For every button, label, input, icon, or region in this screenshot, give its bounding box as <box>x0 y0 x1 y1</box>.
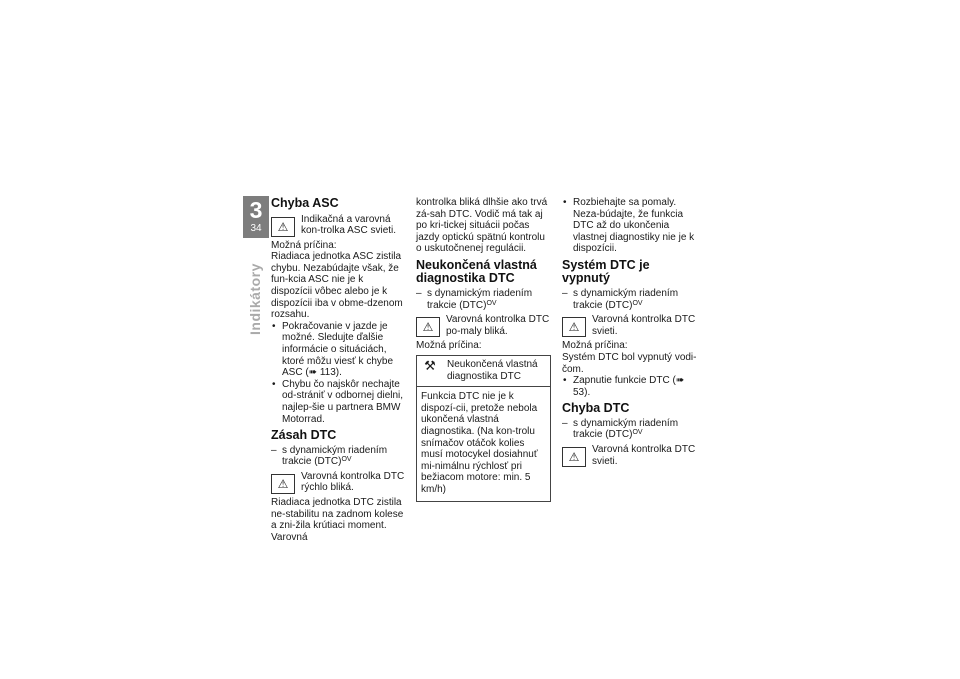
paragraph: Riadiaca jednotka ASC zistila chybu. Nezabúdajte však, že fun-kcia ASC nie je k dispozícii vôbec alebo je k dispozícii iba v obme-dzenom rozsahu. <box>271 251 403 321</box>
dash-text: s dynamickým riadením trakcie (DTC) <box>427 287 533 311</box>
bullet-item: • Chybu čo najskôr nechajte od-strániť v odbornej dielni, najlep-šie u partnera BMW Motorrad. <box>271 379 406 425</box>
chapter-number: 3 <box>249 197 263 223</box>
column-3 <box>562 197 697 470</box>
bullet-item: • Pokračovanie v jazde je možné. Sledujte ďalšie informácie o situáciách, ktoré môžu viesť k chybe ASC (➠ 113). <box>271 321 406 379</box>
bullet-item: • Zapnutie funkcie DTC (➠ 53). <box>562 375 697 398</box>
info-box-title: Neukončená vlastná diagnostika DTC <box>447 358 538 382</box>
ov-superscript: OV <box>632 429 643 437</box>
cause-label: Možná príčina: <box>416 340 482 352</box>
warning-dtc-slow <box>416 314 551 337</box>
warning-triangle-icon: ⚠ <box>416 317 440 337</box>
paragraph: kontrolka bliká dlhšie ako trvá zá-sah DTC. Vodič má tak aj po kri-tickej situácii počas jazdy optickú spätnú kontrolu o uskutočnenej regulácii. <box>416 197 548 255</box>
workshop-tool-icon: ⚒ <box>424 357 436 373</box>
warning-dtc-on <box>562 314 697 337</box>
page-number: 34 <box>250 223 262 234</box>
ov-superscript: OV <box>341 456 352 464</box>
paragraph: Systém DTC bol vypnutý vodi-čom. <box>562 351 697 375</box>
dash-item <box>562 288 697 311</box>
heading-chyba-asc: Chyba ASC <box>271 196 339 210</box>
column-1 <box>271 197 406 543</box>
side-title: Indikátory <box>247 263 263 335</box>
warning-triangle-icon: ⚠ <box>271 217 295 237</box>
dash-text: s dynamickým riadením trakcie (DTC) <box>573 287 679 311</box>
warning-triangle-icon: ⚠ <box>562 447 586 467</box>
cause-label: Možná príčina: <box>271 239 337 251</box>
info-box-header <box>417 356 550 387</box>
paragraph: Riadiaca jednotka DTC zistila ne-stabilitu na zadnom kolese a zni-žila krútiaci moment. Varovná <box>271 497 404 543</box>
ov-superscript: OV <box>632 299 643 307</box>
info-box <box>416 355 551 503</box>
bullet-item: • Rozbiehajte sa pomaly. Neza-búdajte, že funkcia DTC až do ukončenia vlastnej diagnostiky nie je k dispozícii. <box>562 197 697 255</box>
chapter-tab <box>243 196 269 238</box>
dash-text: s dynamickým riadením trakcie (DTC) <box>282 444 388 468</box>
warning-text: Varovná kontrolka DTC po-maly bliká. <box>446 314 550 337</box>
heading-chyba-dtc: Chyba DTC <box>562 401 630 416</box>
dash-item <box>271 445 406 468</box>
warning-triangle-icon: ⚠ <box>562 317 586 337</box>
cause-label: Možná príčina: <box>562 340 628 352</box>
warning-text: Varovná kontrolka DTC svieti. <box>592 444 696 467</box>
warning-dtc-error <box>562 444 697 467</box>
warning-text: Indikačná a varovná kon-trolka ASC svieti. <box>301 213 397 237</box>
heading-zasah-dtc: Zásah DTC <box>271 428 337 443</box>
warning-text: Varovná kontrolka DTC svieti. <box>592 314 696 337</box>
dash-item <box>562 418 697 441</box>
warning-triangle-icon: ⚠ <box>271 474 295 494</box>
info-box-body: Funkcia DTC nie je k dispozí-cii, pretože nebola ukončená vlastná diagnostika. (Na kon-trolu snímačov otáčok kolies musí motocykel dosiahnuť mi-nimálnu rýchlosť pri bežiacom motore: min. 5 km/h) <box>421 391 538 495</box>
heading-dtc-vypnuty: Systém DTC je vypnutý <box>562 257 650 286</box>
warning-asc <box>271 214 406 237</box>
warning-text: Varovná kontrolka DTC rýchlo bliká. <box>301 470 405 494</box>
dash-text: s dynamickým riadením trakcie (DTC) <box>573 417 679 441</box>
ov-superscript: OV <box>486 299 497 307</box>
heading-neukoncena: Neukončená vlastná diagnostika DTC <box>416 257 537 286</box>
column-2 <box>416 197 551 502</box>
dash-item <box>416 288 551 311</box>
warning-dtc-fast <box>271 471 406 494</box>
